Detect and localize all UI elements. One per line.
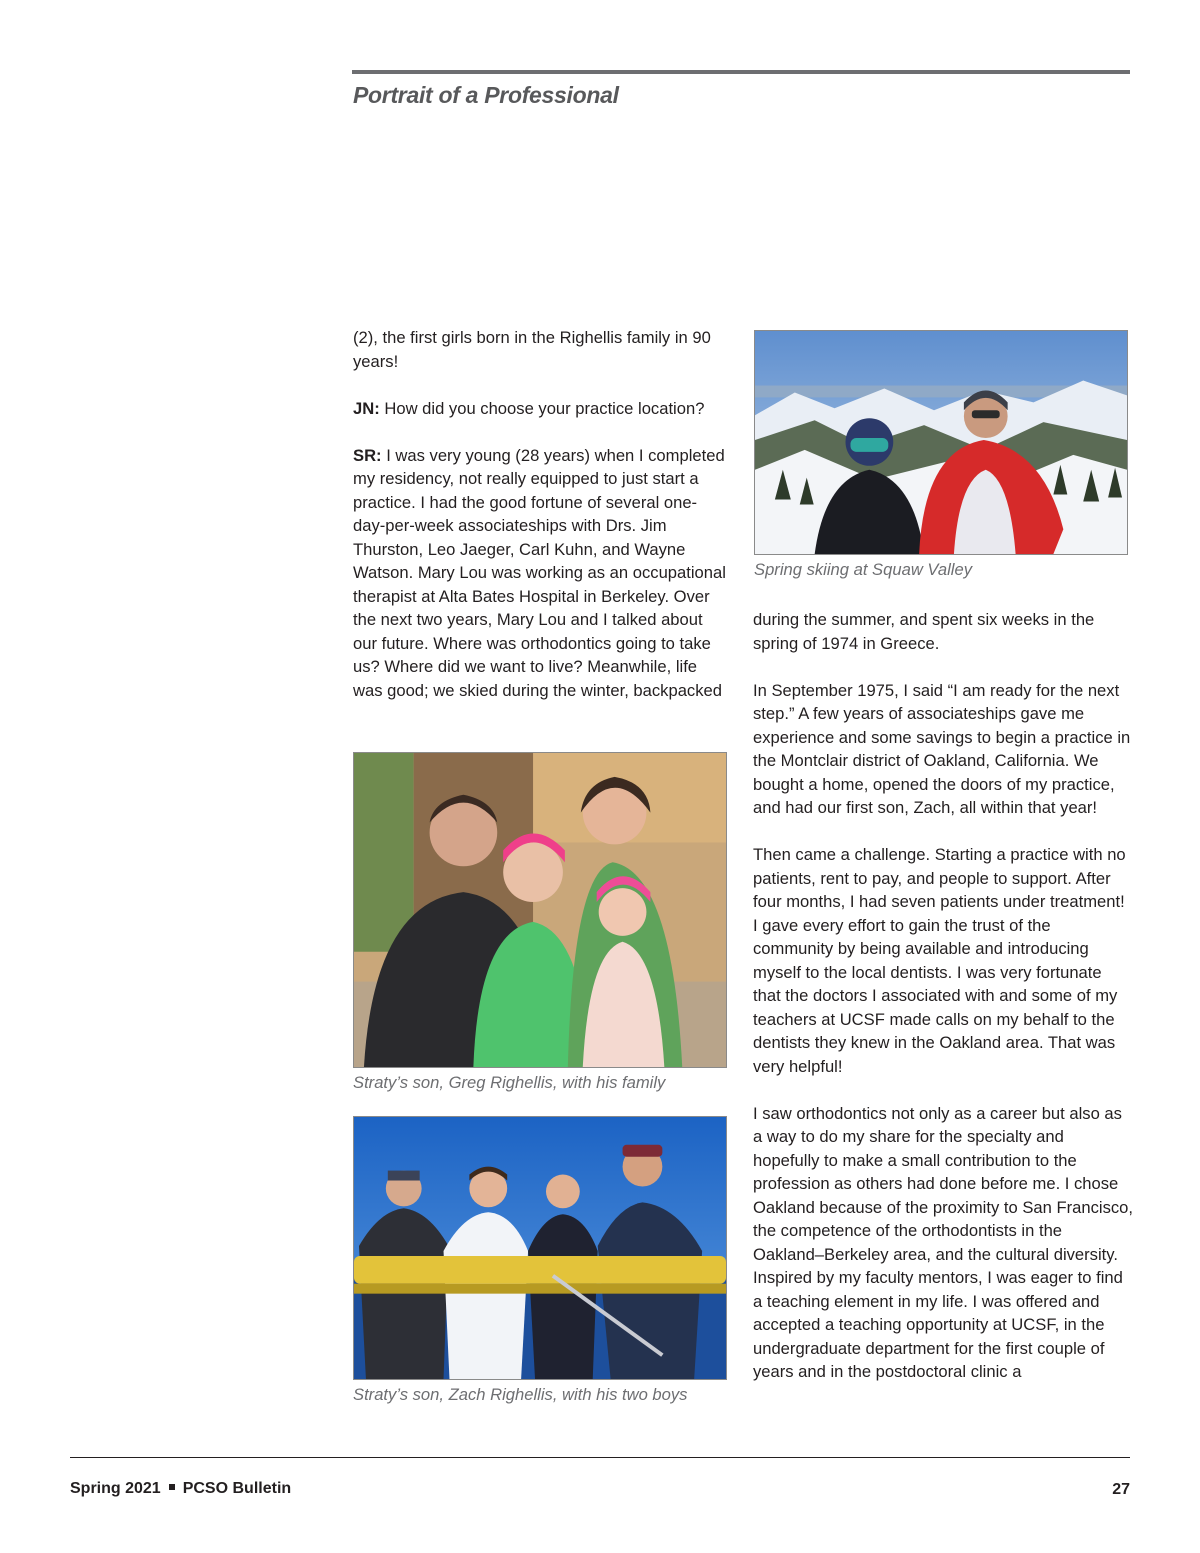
boys-photo-caption: Straty’s son, Zach Righellis, with his two boys bbox=[353, 1385, 688, 1404]
article-column-right bbox=[753, 608, 1133, 1384]
speaker-label: SR: bbox=[353, 445, 382, 465]
family-photo-caption: Straty’s son, Greg Righellis, with his family bbox=[353, 1073, 666, 1092]
family-photo bbox=[353, 752, 727, 1068]
article-column-left bbox=[353, 326, 729, 702]
article-paragraph: I saw orthodontics not only as a career but also as a way to do my share for the specialty and hopefully to make a small contribution to the profession as others had done before me. I chose Oakland because of the proximity to San Francisco, the competence of the orthodontists in the Oakland–Berkeley area, and the cultural diversity. Inspired by my faculty mentors, I was eager to find a teaching element in my life. I was offered and accepted a teaching opportunity at UCSF, in the undergraduate department for the first couple of years and in the postdoctoral clinic a bbox=[753, 1103, 1134, 1381]
article-paragraph bbox=[353, 326, 729, 373]
article-paragraph: In September 1975, I said “I am ready for the next step.” A few years of associateships gave me experience and some savings to begin a practice in the Montclair district of Oakland, California. We bought a home, opened the doors of my practice, and had our first son, Zach, all within that year! bbox=[753, 680, 1131, 817]
speaker-label: JN: bbox=[353, 398, 380, 418]
article-paragraph: Then came a challenge. Starting a practice with no patients, rent to pay, and people to support. After four months, I had seven patients under treatment! I gave every effort to gain the trust of the community by being available and introducing myself to the local dentists. I was very fortunate that the doctors I associated with and some of my teachers at UCSF made calls on my behalf to the dentists they knew in the Oakland area. That was very helpful! bbox=[753, 845, 1126, 1076]
paragraph-text: (2), the first girls born in the Righellis family in 90 years! bbox=[353, 328, 711, 371]
article-paragraph: during the summer, and spent six weeks in the spring of 1974 in Greece. bbox=[753, 610, 1095, 653]
article-paragraph bbox=[353, 444, 729, 703]
header-rule bbox=[352, 70, 1130, 74]
footer-rule bbox=[70, 1457, 1130, 1458]
footer-publication-name: PCSO Bulletin bbox=[182, 1480, 292, 1497]
footer-publication bbox=[70, 1480, 291, 1498]
paragraph-text: I was very young (28 years) when I completed my residency, not really equipped to just start a practice. I had the good fortune of several one-day-per-week associateships with Drs. Jim Thurston, Leo Jaeger, Carl Kuhn, and Wayne Watson. Mary Lou was working as an occupational therapist at Alta Bates Hospital in Berkeley. Over the next two years, Mary Lou and I talked about our future. Where was orthodontics going to take us? Where did we want to live? Meanwhile, life was good; we skied during the winter, backpacked bbox=[353, 445, 726, 700]
footer-separator-square bbox=[169, 1484, 175, 1490]
ski-photo bbox=[754, 330, 1128, 555]
boys-photo bbox=[353, 1116, 727, 1380]
footer-season: Spring 2021 bbox=[70, 1480, 161, 1497]
article-paragraph bbox=[353, 397, 729, 421]
page-number: 27 bbox=[1112, 1481, 1130, 1498]
section-title: Portrait of a Professional bbox=[353, 82, 619, 108]
paragraph-text: How did you choose your practice location? bbox=[379, 398, 705, 418]
ski-photo-caption: Spring skiing at Squaw Valley bbox=[754, 560, 972, 579]
